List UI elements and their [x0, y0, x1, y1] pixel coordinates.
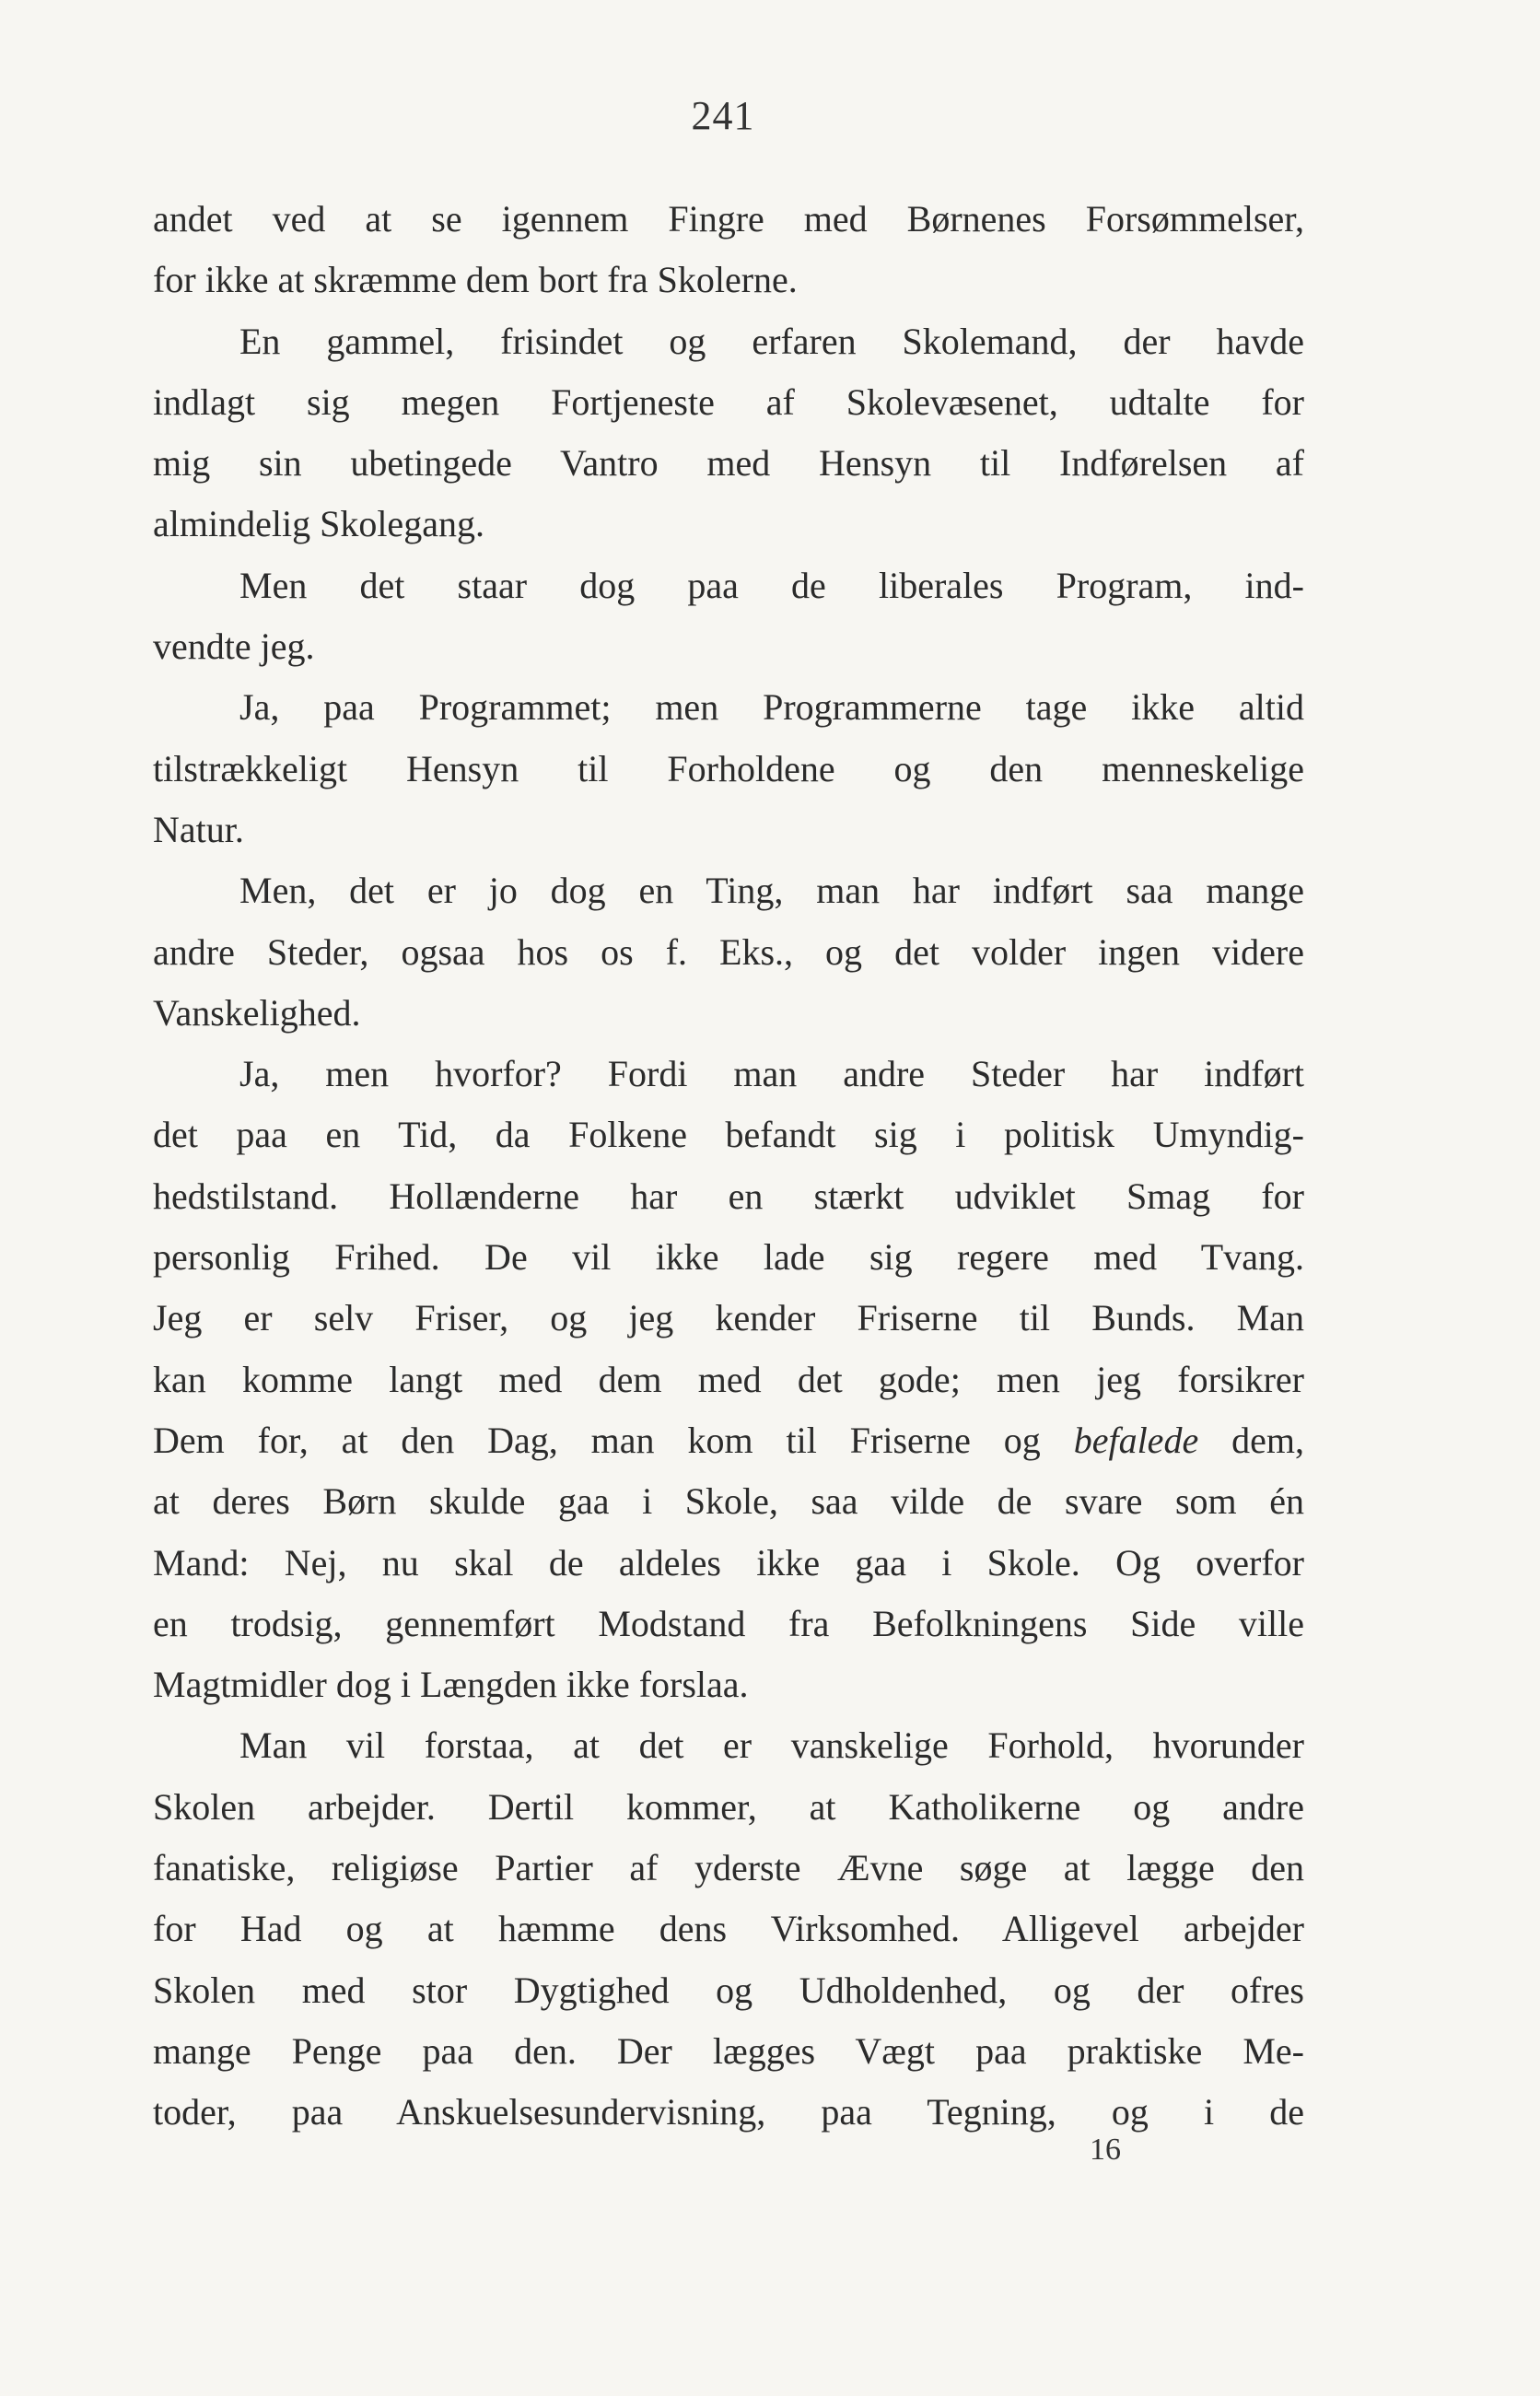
text-segment: Dem for, at den Dag, man kom til Friserne og [153, 1419, 1074, 1461]
text-line: indlagt sig megen Fortjeneste af Skolevæsenet, udtalte for [153, 380, 1304, 423]
text-line: vendte jeg. [153, 625, 315, 668]
text-line: Ja, men hvorfor? Fordi man andre Steder har indført [239, 1053, 1304, 1095]
text-line: for Had og at hæmme dens Virksomhed. Alligevel arbejder [153, 1908, 1304, 1950]
text-line: fanatiske, religiøse Partier af yderste Ævne søge at lægge den [153, 1847, 1304, 1889]
text-line: andre Steder, ogsaa hos os f. Eks., og det volder ingen videre [153, 930, 1304, 973]
text-line: for ikke at skræmme dem bort fra Skolerne. [153, 259, 798, 301]
text-line: kan komme langt med dem med det gode; men jeg forsikrer [153, 1358, 1304, 1400]
text-segment: dem, [1198, 1419, 1304, 1461]
text-line: Vanskelighed. [153, 991, 361, 1034]
text-line: mig sin ubetingede Vantro med Hensyn til Indførelsen af [153, 442, 1304, 485]
text-line: Ja, paa Programmet; men Programmerne tage ikke altid [239, 686, 1304, 729]
text-line: Skolen arbejder. Dertil kommer, at Katholikerne og andre [153, 1785, 1304, 1828]
text-line: Natur. [153, 808, 244, 850]
text-line: almindelig Skolegang. [153, 503, 484, 545]
text-line: Magtmidler dog i Længden ikke forslaa. [153, 1664, 749, 1706]
signature-mark: 16 [1090, 2133, 1121, 2167]
text-line [153, 1410, 1304, 1471]
text-line: personlig Frihed. De vil ikke lade sig regere med Tvang. [153, 1236, 1304, 1279]
text-line: Mand: Nej, nu skal de aldeles ikke gaa i Skole. Og overfor [153, 1541, 1304, 1584]
text-line: tilstrækkeligt Hensyn til Forholdene og den menneskelige [153, 747, 1304, 789]
text-line: hedstilstand. Hollænderne har en stærkt udviklet Smag for [153, 1175, 1304, 1217]
text-line: Skolen med stor Dygtighed og Udholdenhed, og der ofres [153, 1969, 1304, 2011]
text-line: en trodsig, gennemført Modstand fra Befolkningens Side ville [153, 1602, 1304, 1644]
text-line: Man vil forstaa, at det er vanskelige Forhold, hvorunder [239, 1724, 1304, 1767]
body-text [153, 189, 1304, 2144]
text-line: mange Penge paa den. Der lægges Vægt paa praktiske Me- [153, 2029, 1304, 2072]
italic-word: befalede [1073, 1419, 1199, 1461]
text-line: det paa en Tid, da Folkene befandt sig i politisk Umyndig- [153, 1114, 1304, 1156]
page-number: 241 [691, 93, 755, 138]
text-line: andet ved at se igennem Fingre med Børnenes Forsømmelser, [153, 198, 1304, 240]
text-line: Men, det er jo dog en Ting, man har indført saa mange [239, 870, 1304, 912]
text-line: at deres Børn skulde gaa i Skole, saa vilde de svare som én [153, 1480, 1304, 1523]
text-line: Men det staar dog paa de liberales Program, ind- [239, 564, 1304, 606]
text-line: En gammel, frisindet og erfaren Skolemand, der havde [239, 320, 1304, 362]
text-line: Jeg er selv Friser, og jeg kender Friserne til Bunds. Man [153, 1297, 1304, 1339]
text-line: toder, paa Anskuelsesundervisning, paa Tegning, og i de [153, 2091, 1304, 2133]
